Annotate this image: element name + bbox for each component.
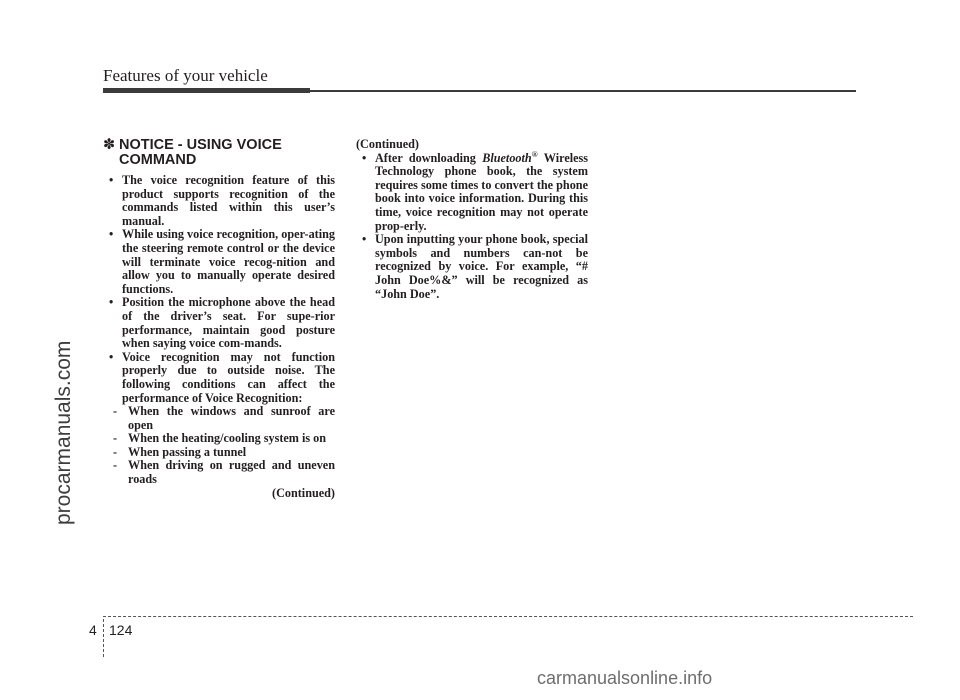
notice-title-line2: COMMAND (119, 152, 197, 168)
header-rule-thick (103, 88, 310, 93)
side-watermark: procarmanuals.com (52, 340, 75, 525)
bottom-watermark: carmanualsonline.info (537, 668, 713, 688)
noise-condition-item: - When the windows and sunroof are open (113, 404, 335, 432)
notice-heading (103, 138, 335, 168)
noise-condition-item: - When passing a tunnel (113, 444, 247, 459)
noise-condition-item: - When the heating/cooling system is on (113, 431, 327, 446)
footer-divider (103, 619, 104, 657)
footer-rule (103, 616, 913, 617)
noise-conditions-list (103, 405, 335, 487)
bluetooth-brand: Bluetooth (482, 150, 532, 165)
notice-bullet: • Position the microphone above the head of the driver’s seat. For supe-rior performance, maintain good posture when saying voice com-mands. (103, 296, 335, 350)
noise-condition-item: - When driving on rugged and uneven roads (113, 458, 335, 487)
header-rule-thin (310, 90, 856, 92)
notice-bullet: • Voice recognition may not function properly due to outside noise. The following conditions can affect the performance of Voice Recognition: (103, 351, 335, 405)
right-column (356, 138, 588, 301)
notice-title-line1: NOTICE - USING VOICE (119, 137, 282, 153)
notice-bullet: • The voice recognition feature of this product supports recognition of the commands listed within this user’s manual. (103, 174, 335, 228)
notice-bullet: • After downloading Bluetooth® Wireless Technology phone book, the system requires some times to convert the phone book into voice information. During this time, voice recognition may not operate prop-erly. (356, 152, 588, 234)
continued-label-end: (Continued) (272, 485, 335, 500)
notice-star-icon: ✽ (103, 137, 116, 153)
left-column (103, 138, 335, 500)
registered-mark: ® (531, 149, 538, 159)
notice-bullet: • While using voice recognition, oper-ating the steering remote control or the device will terminate voice recog-nition and allow you to manually operate desired functions. (103, 228, 335, 296)
continued-label-start: (Continued) (356, 137, 419, 151)
chapter-number: 4 (89, 622, 97, 638)
notice-bullet: • Upon inputting your phone book, special symbols and numbers can-not be recognized by voice. For example, “# John Doe%&” will be recognized as “John Doe”. (356, 233, 588, 301)
page-number: 124 (109, 622, 133, 638)
page-header-title: Features of your vehicle (103, 66, 268, 85)
